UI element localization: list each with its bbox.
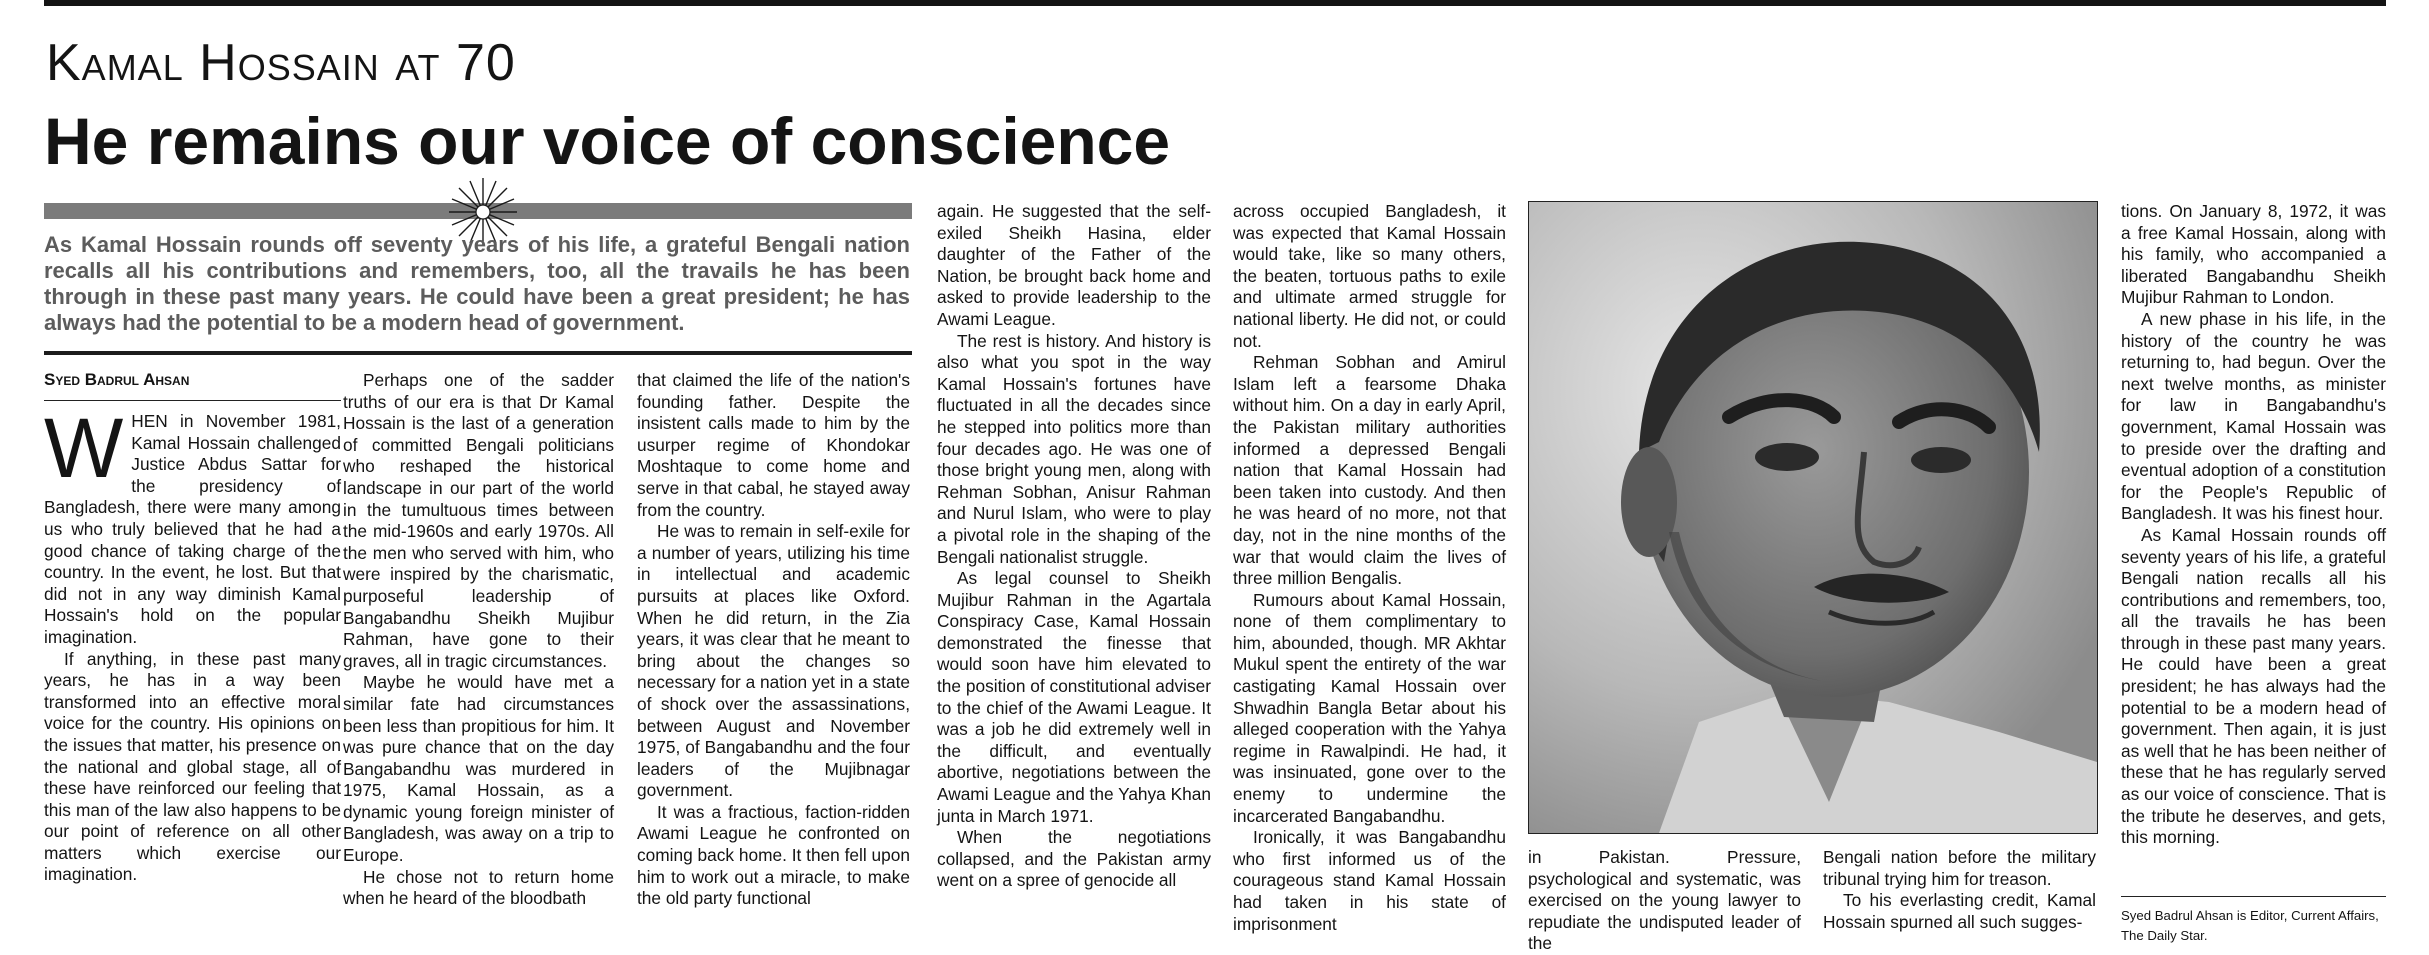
byline: Syed Badrul Ahsan xyxy=(44,370,190,389)
paragraph: Ironically, it was Bangabandhu who first informed us of the courageous stand Kamal Hossain had taken in his state of imprisonment xyxy=(1233,827,1506,934)
paragraph: that claimed the life of the nation's founding father. Despite the insistent calls made to him by the usurper regime of Khondokar Moshtaque to come home and serve in that cabal, he stayed away from the country. xyxy=(637,370,910,520)
masthead-rule xyxy=(44,0,2386,6)
headline: He remains our voice of conscience xyxy=(44,104,1171,178)
paragraph: Rumours about Kamal Hossain, none of them complimentary to him, abounded, though. MR Akhtar Mukul spent the entirety of the war castigating Kamal Hossain over Shwadhin Bangla Betar about his alleged cooperation with the Yahya regime in Rawalpindi. He had, it was insinuated, gone over to the enemy to undermine the incarcerated Bangabandhu. xyxy=(1233,589,1506,826)
column-8 xyxy=(2121,201,2386,849)
portrait-image xyxy=(1529,202,2097,833)
lead-paragraph: HEN in November 1981, Kamal Hossain challenged Justice Abdus Sattar for the presidency of Bangladesh, there were many among us who truly believed that he had a good chance of taking charge of the country. In the event, he lost. But that did not in any way diminish Kamal Hossain's hold on the popular imagination. xyxy=(44,411,341,647)
paragraph: As legal counsel to Sheikh Mujibur Rahman in the Agartala Conspiracy Case, Kamal Hossain demonstrated the finesse that would soon have him elevated to the position of constitutional adviser to the chief of the Awami League. It was a job he did extremely well in the difficult, and eventually abortive, negotiations between the Awami League and the Yahya Khan junta in March 1971. xyxy=(937,568,1211,826)
column-7 xyxy=(1823,847,2096,933)
column-6 xyxy=(1528,847,1801,955)
paragraph: A new phase in his life, in the history of the country he was returning to, had begun. Over the next twelve months, as minister for law in Bangabandhu's government, Kamal Hossain was to preside over the drafting and eventual adoption of a constitution for the People's Republic of Bangladesh. It was his finest hour. xyxy=(2121,308,2386,524)
standfirst: As Kamal Hossain rounds off seventy years of his life, a grateful Bengali nation recalls all his contributions and remembers, too, all the travails he has been through in these past many years. He could have been a great president; he has always had the potential to be a modern head of government. xyxy=(44,232,910,335)
paragraph: Perhaps one of the sadder truths of our era is that Dr Kamal Hossain is the last of a generation of committed Bengali politicians who reshaped the historical landscape in our part of the world in the tumultuous times between the mid-1960s and early 1970s. All the men who served with him, who were inspired by the charismatic, purposeful leadership of Bangabandhu Sheikh Mujibur Rahman, have gone to their graves, all in tragic circumstances. xyxy=(343,370,614,671)
paragraph: Rehman Sobhan and Amirul Islam left a fearsome Dhaka without him. On a day in early April, the Pakistan military authorities informed a depressed Bengali nation that Kamal Hossain had been taken into custody. And then he was heard of no more, not that day, not in the nine months of the war that would claim the lives of three million Bengalis. xyxy=(1233,352,1506,589)
paragraph: Maybe he would have met a similar fate had circumstances been less than propitious for him. It was pure chance that on the day Bangabandhu was murdered in 1975, Kamal Hossain, as a dynamic young foreign minister of Bangladesh, was away on a trip to Europe. xyxy=(343,672,614,866)
author-footnote: Syed Badrul Ahsan is Editor, Current Affairs, The Daily Star. xyxy=(2121,908,2379,943)
paragraph: in Pakistan. Pressure, psychological and systematic, was exercised on the young lawyer to repudiate the undisputed leader of the xyxy=(1528,847,1801,954)
paragraph: across occupied Bangladesh, it was expected that Kamal Hossain would take, like so many others, the beaten, tortuous paths to exile and ultimate armed struggle for national liberty. He did not, or could not. xyxy=(1233,201,1506,351)
column-5 xyxy=(1233,201,1506,935)
paragraph: He chose not to return home when he heard of the bloodbath xyxy=(343,866,614,909)
paragraph: The rest is history. And history is also what you spot in the way Kamal Hossain's fortunes have fluctuated in all the decades since he stepped into politics more than four decades ago. He was one of those bright young men, along with Rehman Sobhan, Anisur Rahman and Nurul Islam, who were to play a pivotal role in the shaping of the Bengali nationalist struggle. xyxy=(937,330,1211,567)
paragraph: Bengali nation before the military tribunal trying him for treason. xyxy=(1823,847,2096,889)
kicker: Kamal Hossain at 70 xyxy=(46,34,516,92)
paragraph: As Kamal Hossain rounds off seventy years of his life, a grateful Bengali nation recalls all his contributions and remembers, too, all the travails he has been through in these past many years. He could have been a great president; he has always had the potential to be a modern head of government. Then again, it is just as well that he has been neither of these that he has regularly served as our voice of conscience. That is the tribute he deserves, and gets, this morning. xyxy=(2121,524,2386,848)
paragraph: again. He suggested that the self-exiled Sheikh Hasina, elder daughter of the Father of the Nation, be brought back home and asked to provide leadership to the Awami League. xyxy=(937,201,1211,329)
column-2 xyxy=(343,370,614,910)
paragraph: tions. On January 8, 1972, it was a free Kamal Hossain, along with his family, who accompanied a liberated Bangabandhu Sheikh Mujibur Rahman to London. xyxy=(2121,201,2386,308)
paragraph: When the negotiations collapsed, and the Pakistan army went on a spree of genocide all xyxy=(937,827,1211,891)
footnote-rule xyxy=(2121,896,2386,897)
column-3 xyxy=(637,370,910,910)
standfirst-bottom-rule xyxy=(44,351,912,355)
drop-cap: W xyxy=(44,401,124,495)
paragraph: To his everlasting credit, Kamal Hossain spurned all such sugges- xyxy=(1823,890,2096,932)
column-4 xyxy=(937,201,1211,892)
paragraph: He was to remain in self-exile for a number of years, utilizing his time in intellectual and academic pursuits at places like Oxford. When he did return, in the Zia years, it was clear that he meant to bring about the changes so necessary for a nation yet in a state of shock over the assassinations, between August and November 1975, of Bangabandhu and the four leaders of the Mujibnagar government. xyxy=(637,521,910,801)
paragraph: If anything, in these past many years, he has in a way been transformed into an effective moral voice for the country. His opinions on the issues that matter, his presence on the national and global stage, all of these have reinforced our feeling that this man of the law also happens to be our point of reference on all other matters which exercise our imagination. xyxy=(44,648,341,885)
portrait-photo xyxy=(1528,201,2098,834)
column-1 xyxy=(44,401,341,886)
paragraph: It was a fractious, faction-ridden Awami League he confronted on coming back home. It then fell upon him to work out a miracle, to make the old party functional xyxy=(637,801,910,909)
